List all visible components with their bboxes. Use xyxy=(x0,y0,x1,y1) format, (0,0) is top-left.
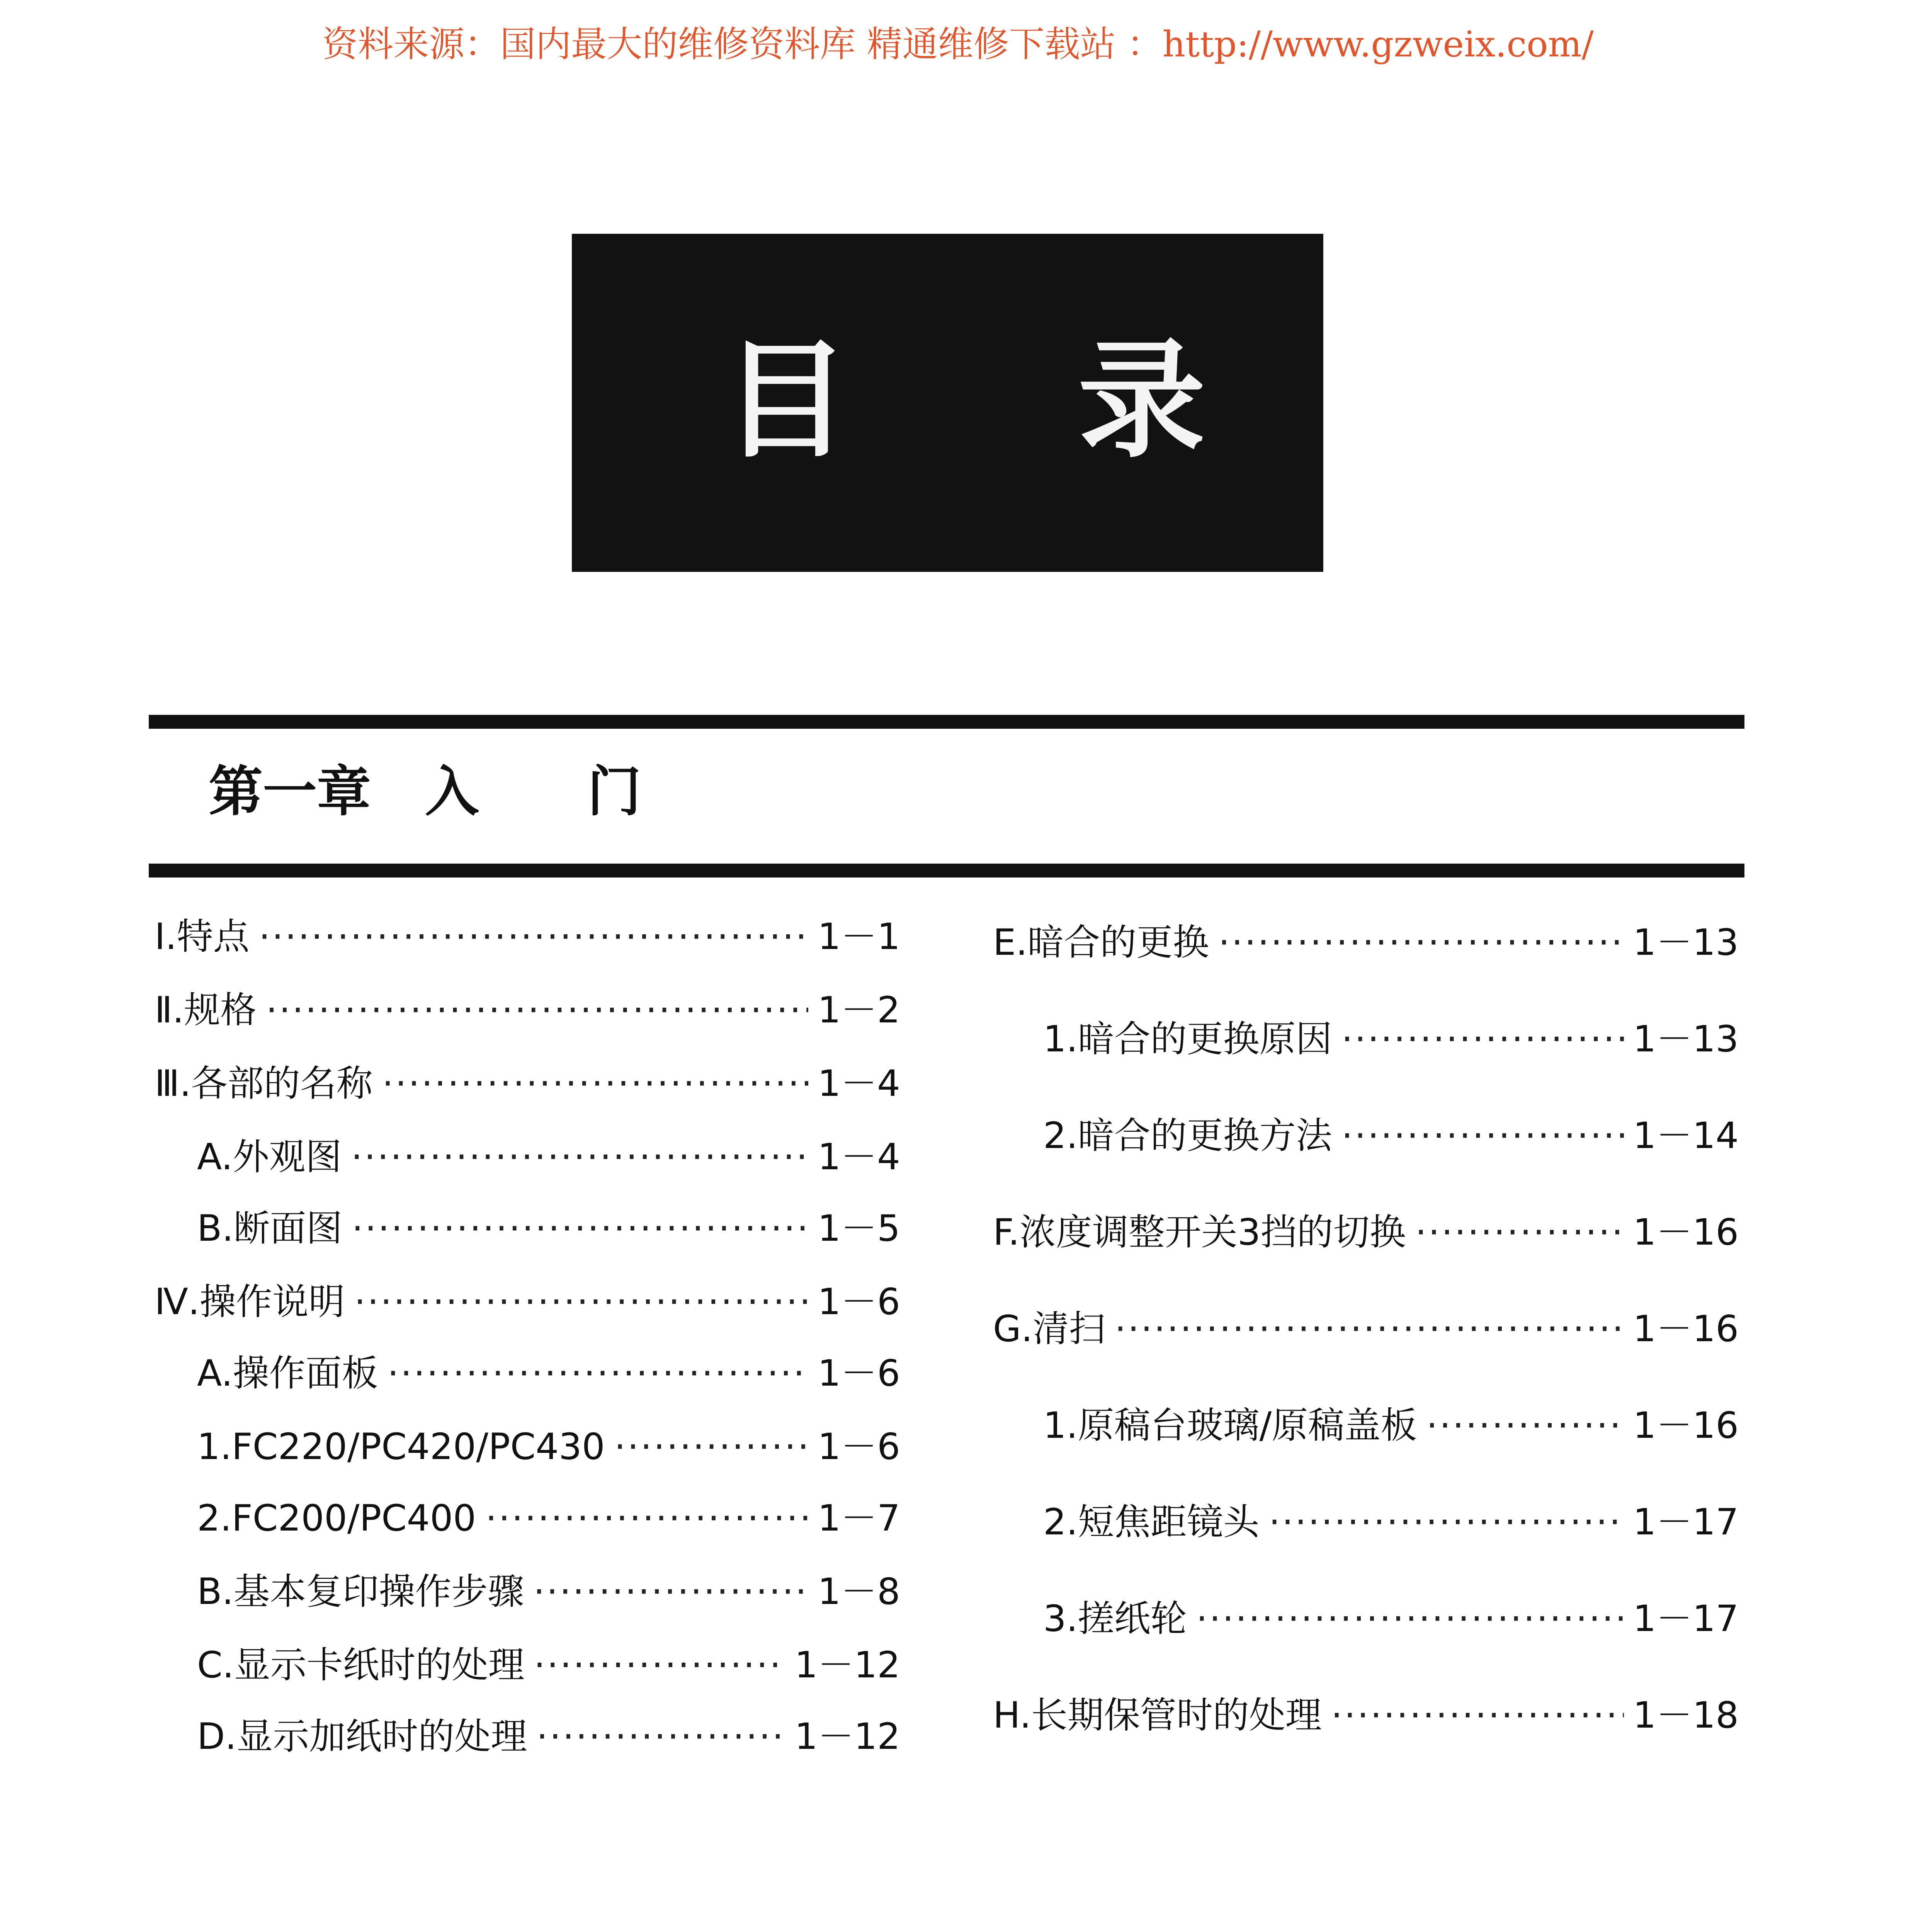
toc-entry-label: Ⅲ.各部的名称 xyxy=(155,1063,373,1105)
source-banner: 资料来源：国内最大的维修资料库 精通维修下载站 ：http://www.gzweix.com/ xyxy=(322,24,1594,65)
toc-entry[interactable] xyxy=(993,1687,1739,1745)
toc-entry-page: 1－17 xyxy=(1633,1501,1739,1543)
toc-entry-page: 1－6 xyxy=(818,1426,900,1468)
leader-dots xyxy=(266,981,808,1039)
toc-entry[interactable] xyxy=(155,981,900,1039)
toc-entry-page: 1－4 xyxy=(818,1136,900,1178)
toc-entry-label: A.外观图 xyxy=(197,1136,342,1178)
leader-dots xyxy=(354,1273,809,1331)
leader-dots xyxy=(259,908,809,966)
toc-entry-page: 1－8 xyxy=(818,1571,900,1613)
leader-dots xyxy=(352,1200,808,1258)
leader-dots xyxy=(351,1128,809,1186)
toc-entry-label: Ⅰ.特点 xyxy=(155,916,250,958)
toc-title-char-2: 录 xyxy=(1078,325,1205,475)
leader-dots xyxy=(1331,1687,1624,1745)
toc-entry-page: 1－6 xyxy=(818,1281,900,1323)
toc-entry-label: A.操作面板 xyxy=(197,1352,378,1395)
toc-entry-label: 2.暗合的更换方法 xyxy=(1043,1115,1332,1157)
toc-entry-label: 2.FC200/PC400 xyxy=(197,1497,476,1539)
toc-entry-page: 1－6 xyxy=(818,1352,900,1395)
leader-dots xyxy=(1341,1010,1624,1068)
chapter1-top-rule xyxy=(149,715,1744,729)
toc-entry[interactable] xyxy=(197,1490,900,1548)
leader-dots xyxy=(533,1563,808,1621)
toc-entry-label: 2.短焦距镜头 xyxy=(1043,1501,1260,1543)
leader-dots xyxy=(1415,1204,1624,1262)
toc-entry-page: 1－16 xyxy=(1633,1405,1739,1447)
toc-entry-label: Ⅱ.规格 xyxy=(155,989,257,1031)
leader-dots xyxy=(614,1418,809,1476)
toc-entry-page: 1－12 xyxy=(794,1716,900,1758)
toc-entry[interactable] xyxy=(1043,1493,1739,1551)
toc-entry[interactable] xyxy=(197,1345,900,1403)
toc-entry[interactable] xyxy=(1043,1590,1739,1648)
toc-entry[interactable] xyxy=(155,1055,900,1113)
toc-entry-label: F.浓度调整开关3挡的切换 xyxy=(993,1211,1406,1253)
leader-dots xyxy=(536,1708,785,1766)
leader-dots xyxy=(534,1636,785,1694)
leader-dots xyxy=(1426,1397,1624,1455)
leader-dots xyxy=(485,1490,808,1548)
toc-entry-label: Ⅳ.操作说明 xyxy=(155,1281,345,1323)
toc-entry[interactable] xyxy=(197,1563,900,1621)
toc-entry-page: 1－13 xyxy=(1633,1018,1739,1060)
toc-entry-label: H.长期保管时的处理 xyxy=(993,1694,1322,1736)
toc-entry-label: 1.FC220/PC420/PC430 xyxy=(197,1426,605,1468)
toc-entry-page: 1－4 xyxy=(818,1063,900,1105)
toc-entry[interactable] xyxy=(197,1200,900,1258)
toc-entry-label: G.清扫 xyxy=(993,1308,1105,1350)
toc-entry[interactable] xyxy=(155,1273,900,1331)
toc-entry[interactable] xyxy=(197,1708,900,1766)
toc-entry[interactable] xyxy=(1043,1107,1739,1165)
chapter1-bottom-rule xyxy=(149,864,1744,878)
toc-entry[interactable] xyxy=(993,1204,1739,1262)
leader-dots xyxy=(382,1055,809,1113)
toc-entry[interactable] xyxy=(993,914,1739,972)
toc-entry-label: D.显示加纸时的处理 xyxy=(197,1716,527,1758)
toc-entry-page: 1－16 xyxy=(1633,1211,1739,1253)
chapter1-heading: 第一章 入 门 xyxy=(209,760,642,823)
toc-entry-page: 1－5 xyxy=(818,1208,900,1250)
leader-dots xyxy=(388,1345,809,1403)
toc-entry[interactable] xyxy=(993,1300,1739,1358)
toc-entry-page: 1－17 xyxy=(1633,1598,1739,1640)
toc-entry-page: 1－13 xyxy=(1633,922,1739,964)
toc-entry[interactable] xyxy=(197,1418,900,1476)
toc-entry-page: 1－16 xyxy=(1633,1308,1739,1350)
toc-entry[interactable] xyxy=(1043,1010,1739,1068)
toc-entry-label: B.断面图 xyxy=(197,1208,343,1250)
toc-entry-page: 1－18 xyxy=(1633,1694,1739,1736)
toc-entry[interactable] xyxy=(197,1128,900,1186)
toc-entry-page: 1－1 xyxy=(818,916,900,958)
toc-title-block xyxy=(572,234,1323,572)
toc-entry[interactable] xyxy=(155,908,900,966)
toc-title-char-1: 目 xyxy=(723,325,850,475)
leader-dots xyxy=(1196,1590,1624,1648)
leader-dots xyxy=(1341,1107,1624,1165)
toc-entry-label: 1.暗合的更换原因 xyxy=(1043,1018,1332,1060)
toc-entry-label: 1.原稿台玻璃/原稿盖板 xyxy=(1043,1405,1417,1447)
toc-entry-label: B.基本复印操作步骤 xyxy=(197,1571,524,1613)
leader-dots xyxy=(1269,1493,1624,1551)
toc-entry-page: 1－2 xyxy=(818,989,900,1031)
toc-entry-page: 1－7 xyxy=(818,1497,900,1539)
toc-entry-label: 3.搓纸轮 xyxy=(1043,1598,1187,1640)
toc-entry-page: 1－14 xyxy=(1633,1115,1739,1157)
toc-entry-label: E.暗合的更换 xyxy=(993,922,1209,964)
toc-entry[interactable] xyxy=(1043,1397,1739,1455)
toc-entry[interactable] xyxy=(197,1636,900,1694)
toc-entry-label: C.显示卡纸时的处理 xyxy=(197,1644,525,1686)
leader-dots xyxy=(1115,1300,1624,1358)
leader-dots xyxy=(1218,914,1624,972)
toc-entry-page: 1－12 xyxy=(794,1644,900,1686)
